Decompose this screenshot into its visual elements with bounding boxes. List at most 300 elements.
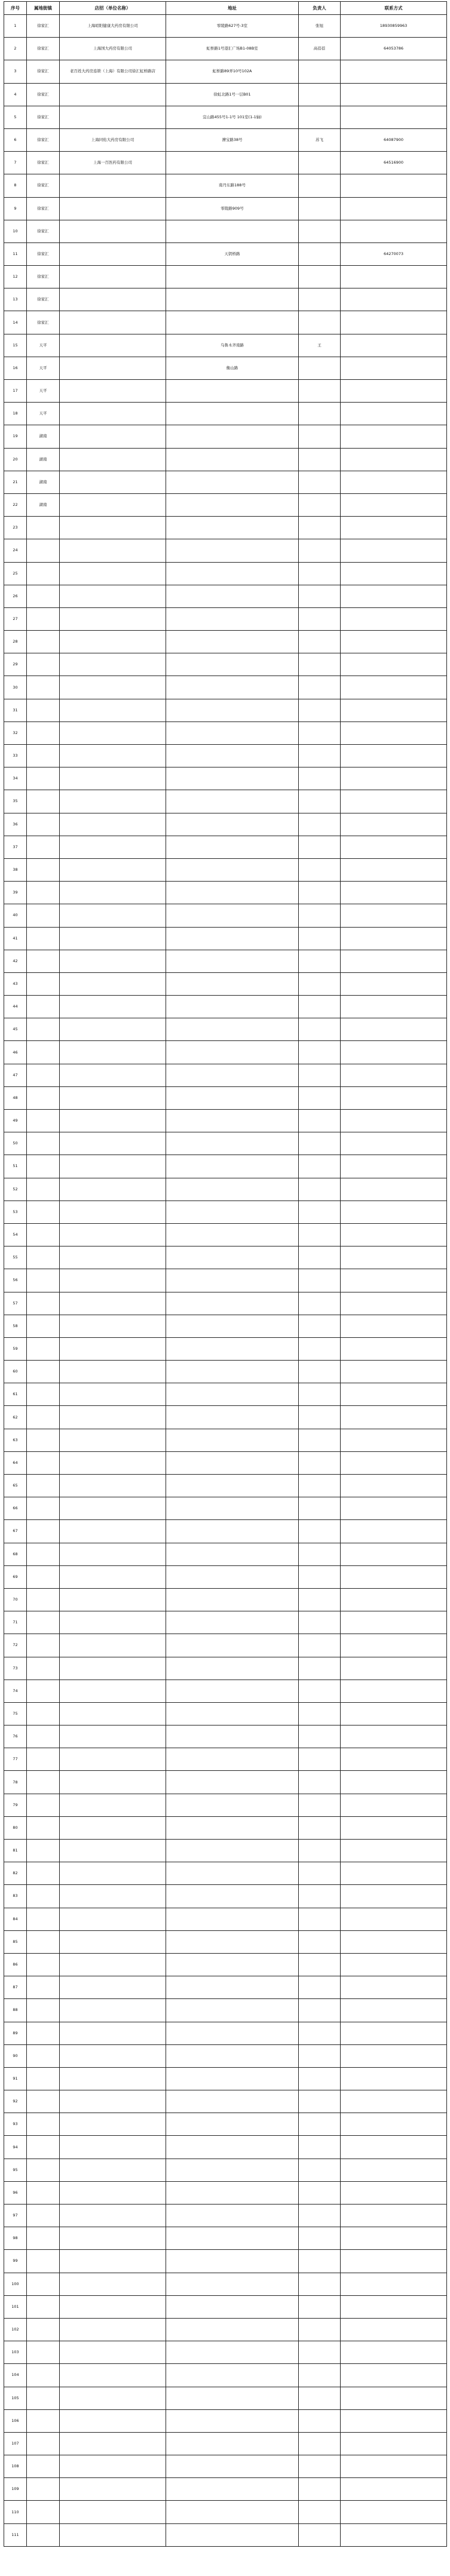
cell-person-in-charge (299, 1976, 341, 1999)
cell-index: 70 (4, 1588, 27, 1611)
cell-store-name (60, 950, 166, 972)
cell-index: 75 (4, 1702, 27, 1725)
cell-address (166, 1041, 299, 1064)
table-row (4, 220, 447, 242)
cell-subdistrict (27, 2250, 60, 2273)
cell-person-in-charge (299, 1657, 341, 1680)
cell-person-in-charge (299, 745, 341, 767)
cell-address (166, 2387, 299, 2409)
cell-address (166, 517, 299, 539)
cell-index: 1 (4, 15, 27, 38)
cell-index: 106 (4, 2409, 27, 2432)
cell-subdistrict (27, 2022, 60, 2044)
cell-subdistrict (27, 562, 60, 585)
cell-index: 34 (4, 767, 27, 790)
cell-subdistrict (27, 972, 60, 995)
cell-index: 27 (4, 607, 27, 630)
cell-address (166, 1794, 299, 1816)
cell-person-in-charge (299, 1155, 341, 1178)
cell-contact (341, 767, 447, 790)
cell-store-name (60, 2364, 166, 2387)
cell-subdistrict (27, 1383, 60, 1406)
cell-address (166, 2273, 299, 2295)
cell-person-in-charge (299, 2432, 341, 2455)
cell-person-in-charge (299, 242, 341, 265)
cell-contact (341, 2501, 447, 2523)
cell-person-in-charge (299, 2409, 341, 2432)
cell-subdistrict (27, 1018, 60, 1041)
cell-subdistrict (27, 2455, 60, 2478)
cell-store-name (60, 585, 166, 607)
table-row (4, 1361, 447, 1383)
cell-address (166, 1223, 299, 1246)
cell-address (166, 1475, 299, 1497)
cell-store-name (60, 1862, 166, 1885)
cell-contact (341, 882, 447, 904)
cell-address (166, 1840, 299, 1862)
cell-subdistrict (27, 836, 60, 858)
cell-address: 虹桥路1号港汇广场B1-08B室 (166, 38, 299, 60)
cell-address (166, 767, 299, 790)
cell-index: 109 (4, 2478, 27, 2501)
table-row (4, 1885, 447, 1908)
table-row (4, 631, 447, 653)
cell-subdistrict (27, 1223, 60, 1246)
cell-store-name (60, 334, 166, 357)
table-row (4, 1725, 447, 1748)
table-row (4, 2136, 447, 2159)
cell-contact (341, 1862, 447, 1885)
cell-subdistrict (27, 1680, 60, 1702)
cell-person-in-charge (299, 2090, 341, 2113)
cell-subdistrict (27, 1429, 60, 1451)
cell-address (166, 1315, 299, 1337)
header-store-name: 店招（单位名称） (60, 2, 166, 15)
cell-subdistrict (27, 1840, 60, 1862)
cell-address (166, 653, 299, 676)
cell-address (166, 1429, 299, 1451)
cell-index: 98 (4, 2227, 27, 2250)
cell-store-name (60, 1178, 166, 1201)
table-row (4, 403, 447, 425)
cell-index: 63 (4, 1429, 27, 1451)
cell-index: 72 (4, 1634, 27, 1657)
cell-address (166, 904, 299, 927)
cell-contact (341, 1201, 447, 1223)
cell-store-name (60, 2387, 166, 2409)
cell-subdistrict (27, 2478, 60, 2501)
cell-contact (341, 1315, 447, 1337)
cell-contact (341, 721, 447, 744)
cell-subdistrict (27, 1543, 60, 1565)
cell-address: 零陵路627号-3室 (166, 15, 299, 38)
cell-contact (341, 585, 447, 607)
cell-person-in-charge (299, 1725, 341, 1748)
cell-store-name (60, 1223, 166, 1246)
table-row (4, 1657, 447, 1680)
cell-contact: 64516900 (341, 152, 447, 174)
cell-contact (341, 1497, 447, 1520)
cell-index: 89 (4, 2022, 27, 2044)
cell-subdistrict (27, 1725, 60, 1748)
cell-person-in-charge (299, 1634, 341, 1657)
cell-address (166, 2432, 299, 2455)
cell-contact (341, 1725, 447, 1748)
cell-index: 85 (4, 1930, 27, 1953)
table-row (4, 1086, 447, 1109)
cell-subdistrict: 湖南 (27, 471, 60, 493)
cell-subdistrict (27, 1269, 60, 1292)
cell-address (166, 858, 299, 881)
cell-address (166, 836, 299, 858)
cell-person-in-charge (299, 996, 341, 1018)
table-row (4, 1429, 447, 1451)
cell-contact (341, 2159, 447, 2181)
cell-subdistrict (27, 2159, 60, 2181)
cell-contact (341, 1132, 447, 1155)
cell-address (166, 1999, 299, 2022)
table-row (4, 242, 447, 265)
cell-contact (341, 2181, 447, 2204)
cell-contact (341, 631, 447, 653)
cell-person-in-charge (299, 836, 341, 858)
cell-contact (341, 380, 447, 403)
cell-subdistrict (27, 517, 60, 539)
cell-person-in-charge (299, 2523, 341, 2546)
cell-subdistrict: 徐家汇 (27, 311, 60, 334)
cell-store-name (60, 197, 166, 220)
cell-person-in-charge (299, 927, 341, 950)
cell-contact (341, 2409, 447, 2432)
cell-store-name (60, 836, 166, 858)
cell-address (166, 1201, 299, 1223)
cell-contact (341, 83, 447, 106)
cell-contact (341, 950, 447, 972)
cell-contact (341, 836, 447, 858)
cell-contact (341, 1520, 447, 1543)
cell-address (166, 2341, 299, 2364)
cell-contact (341, 996, 447, 1018)
cell-contact (341, 1155, 447, 1178)
cell-contact (341, 1041, 447, 1064)
table-row (4, 1018, 447, 1041)
cell-store-name (60, 1041, 166, 1064)
cell-store-name (60, 1930, 166, 1953)
cell-contact (341, 1451, 447, 1474)
cell-address (166, 1361, 299, 1383)
cell-person-in-charge (299, 2113, 341, 2136)
cell-person-in-charge (299, 562, 341, 585)
cell-store-name (60, 2432, 166, 2455)
cell-address (166, 2022, 299, 2044)
cell-index: 29 (4, 653, 27, 676)
cell-person-in-charge (299, 1862, 341, 1885)
cell-store-name (60, 996, 166, 1018)
cell-contact (341, 2090, 447, 2113)
table-row (4, 904, 447, 927)
cell-store-name (60, 1840, 166, 1862)
cell-index: 24 (4, 539, 27, 562)
cell-contact (341, 1702, 447, 1725)
cell-person-in-charge (299, 972, 341, 995)
cell-store-name (60, 1634, 166, 1657)
table-row (4, 1451, 447, 1474)
cell-subdistrict (27, 2364, 60, 2387)
cell-store-name (60, 1018, 166, 1041)
cell-store-name (60, 1315, 166, 1337)
cell-contact (341, 425, 447, 448)
cell-index: 69 (4, 1565, 27, 1588)
cell-person-in-charge (299, 767, 341, 790)
cell-contact (341, 2022, 447, 2044)
cell-contact (341, 972, 447, 995)
cell-index: 59 (4, 1337, 27, 1360)
cell-subdistrict: 徐家汇 (27, 220, 60, 242)
cell-index: 21 (4, 471, 27, 493)
cell-subdistrict (27, 1315, 60, 1337)
cell-index: 41 (4, 927, 27, 950)
cell-address (166, 950, 299, 972)
cell-index: 12 (4, 266, 27, 288)
cell-person-in-charge (299, 403, 341, 425)
table-row (4, 2478, 447, 2501)
cell-index: 9 (4, 197, 27, 220)
cell-store-name: 上海国大药房有限公司 (60, 38, 166, 60)
table-row (4, 357, 447, 379)
cell-address (166, 1383, 299, 1406)
cell-address (166, 2090, 299, 2113)
cell-person-in-charge (299, 676, 341, 699)
cell-index: 37 (4, 836, 27, 858)
cell-contact (341, 1383, 447, 1406)
cell-address (166, 607, 299, 630)
cell-store-name (60, 539, 166, 562)
cell-store-name: 上海昭阳健康大药房有限公司 (60, 15, 166, 38)
cell-subdistrict (27, 1337, 60, 1360)
cell-index: 6 (4, 128, 27, 151)
cell-address (166, 1086, 299, 1109)
cell-store-name (60, 2113, 166, 2136)
cell-contact (341, 1429, 447, 1451)
table-row (4, 2501, 447, 2523)
header-address: 地址 (166, 2, 299, 15)
cell-address (166, 1543, 299, 1565)
cell-subdistrict (27, 1041, 60, 1064)
cell-person-in-charge (299, 2341, 341, 2364)
cell-person-in-charge (299, 653, 341, 676)
cell-address (166, 2478, 299, 2501)
cell-subdistrict: 徐家汇 (27, 60, 60, 83)
cell-address (166, 790, 299, 813)
table-row (4, 1953, 447, 1976)
table-row (4, 83, 447, 106)
cell-store-name (60, 1086, 166, 1109)
cell-contact (341, 1543, 447, 1565)
cell-subdistrict (27, 1771, 60, 1794)
cell-subdistrict: 徐家汇 (27, 242, 60, 265)
cell-subdistrict (27, 1520, 60, 1543)
cell-store-name: 上海一百医药有限公司 (60, 152, 166, 174)
cell-index: 35 (4, 790, 27, 813)
cell-contact (341, 607, 447, 630)
table-row (4, 2523, 447, 2546)
cell-store-name (60, 1885, 166, 1908)
cell-store-name (60, 1475, 166, 1497)
cell-contact (341, 2478, 447, 2501)
table-row (4, 1337, 447, 1360)
table-row (4, 1292, 447, 1315)
cell-person-in-charge (299, 2318, 341, 2341)
cell-index: 93 (4, 2113, 27, 2136)
cell-index: 84 (4, 1908, 27, 1930)
cell-person-in-charge (299, 1885, 341, 1908)
cell-address (166, 1178, 299, 1201)
table-row (4, 334, 447, 357)
table-row (4, 1771, 447, 1794)
cell-subdistrict (27, 539, 60, 562)
cell-store-name (60, 2181, 166, 2204)
cell-address (166, 1406, 299, 1429)
cell-address (166, 220, 299, 242)
cell-person-in-charge (299, 1041, 341, 1064)
table-row (4, 1110, 447, 1132)
cell-contact (341, 1999, 447, 2022)
cell-contact (341, 2387, 447, 2409)
cell-subdistrict (27, 1110, 60, 1132)
cell-address (166, 2181, 299, 2204)
cell-subdistrict: 徐家汇 (27, 106, 60, 128)
cell-index: 61 (4, 1383, 27, 1406)
cell-subdistrict (27, 1475, 60, 1497)
cell-store-name (60, 83, 166, 106)
cell-subdistrict (27, 2181, 60, 2204)
table-row (4, 288, 447, 311)
cell-person-in-charge (299, 904, 341, 927)
cell-person-in-charge (299, 1565, 341, 1588)
cell-index: 82 (4, 1862, 27, 1885)
cell-index: 71 (4, 1611, 27, 1634)
cell-person-in-charge (299, 197, 341, 220)
cell-store-name (60, 1748, 166, 1771)
cell-address (166, 1497, 299, 1520)
cell-address (166, 539, 299, 562)
cell-address (166, 1451, 299, 1474)
cell-store-name (60, 1155, 166, 1178)
table-row (4, 1611, 447, 1634)
cell-address (166, 2523, 299, 2546)
cell-store-name (60, 1771, 166, 1794)
table-row (4, 721, 447, 744)
cell-index: 56 (4, 1269, 27, 1292)
cell-index: 104 (4, 2364, 27, 2387)
cell-subdistrict: 徐家汇 (27, 15, 60, 38)
cell-subdistrict (27, 1246, 60, 1269)
cell-store-name (60, 242, 166, 265)
cell-contact (341, 174, 447, 197)
table-row (4, 493, 447, 516)
cell-address: 天钥桥路 (166, 242, 299, 265)
cell-store-name (60, 425, 166, 448)
cell-store-name (60, 1565, 166, 1588)
cell-person-in-charge (299, 311, 341, 334)
cell-address (166, 2205, 299, 2227)
cell-person-in-charge (299, 152, 341, 174)
cell-person-in-charge (299, 425, 341, 448)
table-row (4, 1702, 447, 1725)
cell-person-in-charge (299, 517, 341, 539)
cell-contact (341, 1885, 447, 1908)
cell-person-in-charge (299, 1908, 341, 1930)
cell-address (166, 2295, 299, 2318)
cell-store-name (60, 2090, 166, 2113)
cell-address (166, 1725, 299, 1748)
cell-subdistrict (27, 950, 60, 972)
cell-address (166, 1816, 299, 1839)
cell-contact (341, 1064, 447, 1086)
cell-person-in-charge (299, 813, 341, 836)
cell-person-in-charge (299, 1383, 341, 1406)
cell-person-in-charge (299, 2295, 341, 2318)
cell-address (166, 2067, 299, 2090)
cell-index: 83 (4, 1885, 27, 1908)
cell-contact (341, 562, 447, 585)
cell-person-in-charge (299, 2136, 341, 2159)
header-person-in-charge: 负责人 (299, 2, 341, 15)
cell-subdistrict: 徐家汇 (27, 197, 60, 220)
cell-address (166, 1246, 299, 1269)
cell-contact (341, 1611, 447, 1634)
cell-person-in-charge: 张旭 (299, 15, 341, 38)
cell-address (166, 1132, 299, 1155)
cell-store-name: 老百姓大药房连锁（上海）有限公司徐汇虹桥路店 (60, 60, 166, 83)
cell-contact (341, 653, 447, 676)
cell-contact (341, 1930, 447, 1953)
cell-index: 16 (4, 357, 27, 379)
cell-contact (341, 2318, 447, 2341)
cell-contact (341, 220, 447, 242)
cell-store-name (60, 790, 166, 813)
cell-index: 7 (4, 152, 27, 174)
cell-contact (341, 2205, 447, 2227)
cell-person-in-charge (299, 1794, 341, 1816)
cell-subdistrict (27, 1178, 60, 1201)
cell-address (166, 972, 299, 995)
cell-subdistrict (27, 1611, 60, 1634)
cell-index: 73 (4, 1657, 27, 1680)
cell-person-in-charge (299, 882, 341, 904)
cell-subdistrict: 徐家汇 (27, 128, 60, 151)
cell-subdistrict (27, 745, 60, 767)
cell-contact (341, 2295, 447, 2318)
table-row (4, 950, 447, 972)
table-row (4, 2387, 447, 2409)
cell-subdistrict (27, 1634, 60, 1657)
cell-store-name (60, 471, 166, 493)
cell-person-in-charge (299, 2364, 341, 2387)
cell-contact (341, 1018, 447, 1041)
cell-person-in-charge (299, 1018, 341, 1041)
cell-subdistrict: 徐家汇 (27, 266, 60, 288)
table-row (4, 1383, 447, 1406)
cell-person-in-charge (299, 1475, 341, 1497)
cell-contact (341, 927, 447, 950)
cell-address (166, 2501, 299, 2523)
cell-index: 5 (4, 106, 27, 128)
cell-address (166, 425, 299, 448)
table-row (4, 2432, 447, 2455)
cell-subdistrict (27, 2295, 60, 2318)
cell-index: 108 (4, 2455, 27, 2478)
